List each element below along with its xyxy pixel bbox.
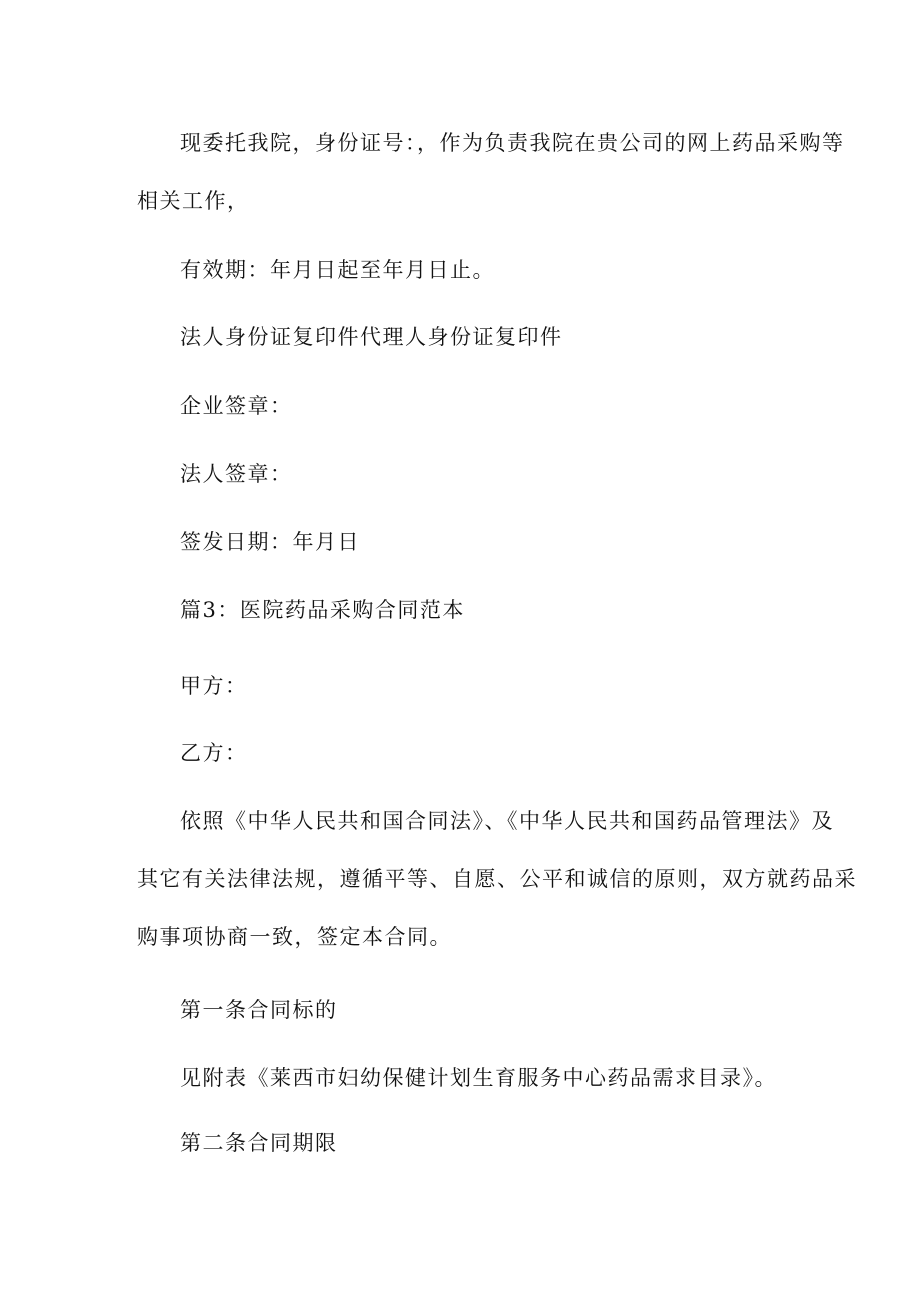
section-title: 篇3：医院药品采购合同范本 bbox=[180, 598, 465, 622]
party-b-line: 乙方： bbox=[180, 741, 248, 765]
party-a-line: 甲方： bbox=[180, 674, 248, 698]
article-one-title: 第一条合同标的 bbox=[180, 998, 338, 1022]
issue-date-line: 签发日期：年月日 bbox=[180, 530, 360, 554]
company-seal-line: 企业签章： bbox=[180, 394, 293, 418]
legal-signature-line: 法人签章： bbox=[180, 462, 293, 486]
basis-paragraph-line-2: 其它有关法律法规，遵循平等、自愿、公平和诚信的原则，双方就药品采 bbox=[137, 867, 857, 891]
paragraph-authorization-line-1: 现委托我院，身份证号：，作为负责我院在贵公司的网上药品采购等 bbox=[180, 131, 845, 155]
id-copy-line: 法人身份证复印件代理人身份证复印件 bbox=[180, 325, 563, 349]
article-one-content: 见附表《莱西市妇幼保健计划生育服务中心药品需求目录》。 bbox=[180, 1066, 777, 1090]
basis-paragraph-line-1: 依照《中华人民共和国合同法》、《中华人民共和国药品管理法》及 bbox=[180, 809, 834, 833]
paragraph-authorization-line-2: 相关工作， bbox=[137, 189, 250, 213]
basis-paragraph-line-3: 购事项协商一致，签定本合同。 bbox=[137, 925, 452, 949]
validity-period: 有效期：年月日起至年月日止。 bbox=[180, 258, 495, 282]
article-two-title: 第二条合同期限 bbox=[180, 1131, 338, 1155]
